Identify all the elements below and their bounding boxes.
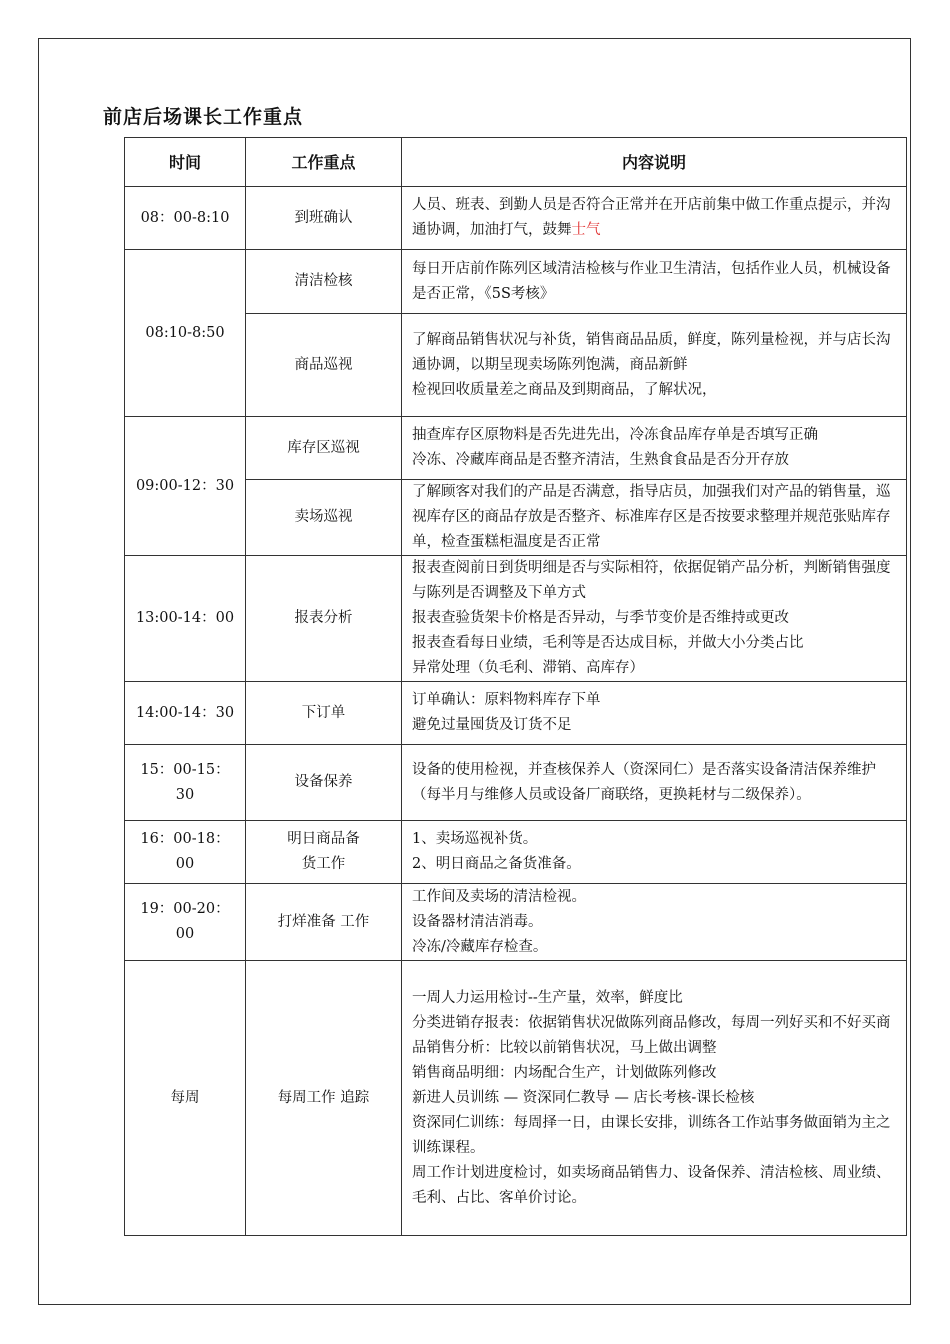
table-row xyxy=(125,821,907,884)
table-row xyxy=(125,417,907,480)
content-cell: 报表查阅前日到货明细是否与实际相符，依据促销产品分析，判断销售强度与陈列是否调整及下单方式 报表查验货架卡价格是否异动，与季节变价是否维持或更改 报表查看每日业绩，毛利等是否达成目标，并做大小分类占比 异常处理（负毛利、滞销、高库存） xyxy=(402,556,907,682)
table-row xyxy=(125,745,907,821)
page-title: 前店后场课长工作重点 xyxy=(103,106,304,128)
content-cell: 设备的使用检视，并查核保养人（资深同仁）是否落实设备清洁保养维护（每半月与维修人员或设备厂商联络，更换耗材与二级保养）。 xyxy=(402,745,907,821)
header-time: 时间 xyxy=(125,138,246,187)
focus-cell: 明日商品备货工作 xyxy=(246,821,402,884)
focus-cell: 商品巡视 xyxy=(246,314,402,417)
content-cell: 人员、班表、到勤人员是否符合正常并在开店前集中做工作重点提示，并沟通协调，加油打气，鼓舞士气 xyxy=(402,187,907,250)
table-row xyxy=(125,884,907,961)
time-cell: 每周 xyxy=(125,961,246,1236)
content-cell: 一周人力运用检讨--生产量，效率，鲜度比 分类进销存报表：依据销售状况做陈列商品修改，每周一列好买和不好买商品销售分析：比较以前销售状况，马上做出调整 销售商品明细：内场配合生产，计划做陈列修改 新进人员训练 — 资深同仁教导 — 店长考核-课长检核 资深同仁训练：每周择一日，由课长安排，训练各工作站事务做面销为主之训练课程。 周工作计划进度检讨，如卖场商品销售力、设备保养、清洁检核、周业绩、毛利、占比、客单价讨论。 xyxy=(402,961,907,1236)
focus-cell: 每周工作 追踪 xyxy=(246,961,402,1236)
table-row xyxy=(125,250,907,314)
focus-cell: 到班确认 xyxy=(246,187,402,250)
header-content: 内容说明 xyxy=(402,138,907,187)
time-cell: 16：00-18：00 xyxy=(125,821,246,884)
focus-cell: 清洁检核 xyxy=(246,250,402,314)
schedule-table xyxy=(124,137,907,1236)
content-cell: 1、卖场巡视补货。 2、明日商品之备货准备。 xyxy=(402,821,907,884)
focus-cell: 打烊准备 工作 xyxy=(246,884,402,961)
header-focus: 工作重点 xyxy=(246,138,402,187)
focus-cell: 设备保养 xyxy=(246,745,402,821)
focus-cell: 卖场巡视 xyxy=(246,480,402,556)
focus-cell: 报表分析 xyxy=(246,556,402,682)
focus-cell: 下订单 xyxy=(246,682,402,745)
time-cell: 19：00-20：00 xyxy=(125,884,246,961)
time-cell: 08:10-8:50 xyxy=(125,250,246,417)
content-cell: 订单确认：原料物料库存下单 避免过量囤货及订货不足 xyxy=(402,682,907,745)
table-header-row xyxy=(125,138,907,187)
table-row xyxy=(125,682,907,745)
focus-cell: 库存区巡视 xyxy=(246,417,402,480)
time-cell: 09:00-12：30 xyxy=(125,417,246,556)
content-cell: 了解顾客对我们的产品是否满意，指导店员，加强我们对产品的销售量，巡视库存区的商品存放是否整齐、标准库存区是否按要求整理并规范张贴库存单，检查蛋糕柜温度是否正常 xyxy=(402,480,907,556)
content-cell: 工作间及卖场的清洁检视。 设备器材清洁消毒。 冷冻/冷藏库存检查。 xyxy=(402,884,907,961)
content-cell: 抽查库存区原物料是否先进先出，冷冻食品库存单是否填写正确 冷冻、冷藏库商品是否整齐清洁，生熟食食品是否分开存放 xyxy=(402,417,907,480)
highlight-text: 士气 xyxy=(571,222,601,238)
content-cell: 了解商品销售状况与补货，销售商品品质，鲜度，陈列量检视，并与店长沟通协调，以期呈现卖场陈列饱满，商品新鲜 检视回收质量差之商品及到期商品，了解状况， xyxy=(402,314,907,417)
time-cell: 13:00-14：00 xyxy=(125,556,246,682)
table-row xyxy=(125,961,907,1236)
time-cell: 15：00-15：30 xyxy=(125,745,246,821)
content-cell: 每日开店前作陈列区域清洁检核与作业卫生清洁，包括作业人员，机械设备是否正常，《5S考核》 xyxy=(402,250,907,314)
time-cell: 08：00-8:10 xyxy=(125,187,246,250)
table-row xyxy=(125,187,907,250)
time-cell: 14:00-14：30 xyxy=(125,682,246,745)
table-row xyxy=(125,556,907,682)
